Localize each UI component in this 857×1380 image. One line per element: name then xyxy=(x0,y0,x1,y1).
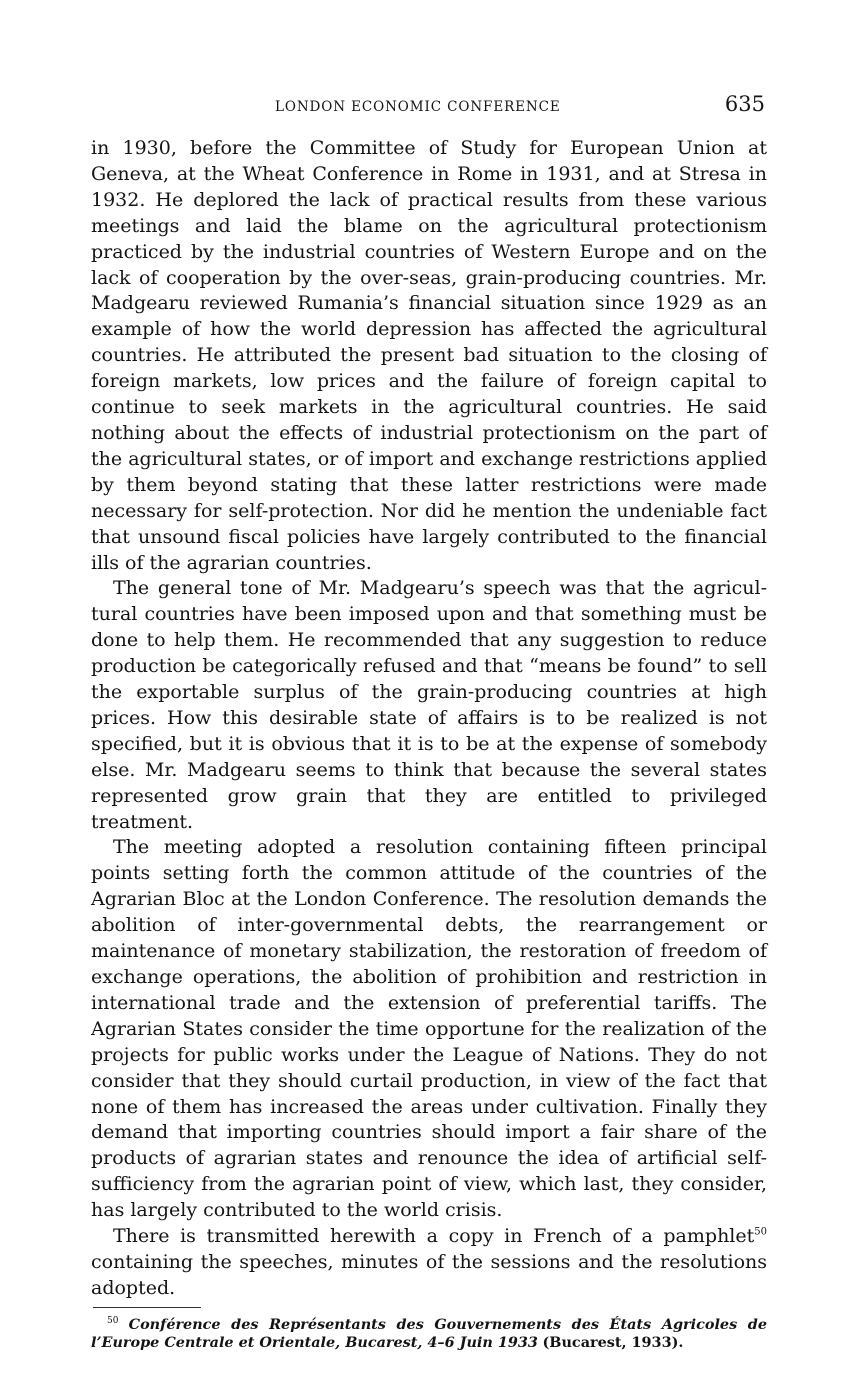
paragraph-transmitted-text: There is transmitted herewith a copy in French of a pamphlet xyxy=(113,1225,755,1248)
paragraph-continued: in 1930, before the Committee of Study for European Union at Geneva, at the Wheat Conference in Rome in 1931, and at Stresa in 1932. He deplored the lack of practical results from these various meetings and laid the blame on the agricultural protectionism practiced by the industrial countries of Western Europe and on the lack of cooperation by the over-seas, grain-producing countries. Mr. Madgearu reviewed Rumania’s financial situation since 1929 as an example of how the world depression has affected the agricultural countries. He attributed the present bad situation to the closing of foreign markets, low prices and the failure of foreign capital to continue to seek markets in the agricultural countries. He said nothing about the effects of industrial protectionism on the part of the agricultural states, or of import and exchange restrictions applied by them beyond stating that these latter restrictions were made necessary for self-protection. Nor did he mention the undeniable fact that unsound fiscal policies have largely contributed to the financial ills of the agrarian countries. xyxy=(91,137,767,574)
document-page xyxy=(91,88,767,1353)
footnote-number: 50 xyxy=(107,1315,119,1326)
footnote-reference: 50 xyxy=(754,1226,767,1238)
footnote-citation: (Bucarest, 1933). xyxy=(542,1334,684,1352)
footnote-title: Conférence des Représentants des Gouvernements des États Agricoles de l’Europe Centrale et Orientale, Bucarest, 4–6 Juin 1933 xyxy=(91,1315,767,1352)
footnote xyxy=(91,1316,767,1353)
paragraph-transmitted-continuation: containing the speeches, minutes of the sessions and the resolutions adopted. xyxy=(91,1250,767,1299)
paragraph-general-tone: The general tone of Mr. Madgearu’s speech was that the agricultural countries have been imposed upon and that something must be done to help them. He recommended that any suggestion to reduce production be categorically refused and that “means be found” to sell the exportable surplus of the grain-producing countries at high prices. How this desirable state of affairs is to be realized is not specified, but it is obvious that it is to be at the expense of somebody else. Mr. Madgearu seems to think that because the several states represented grow grain that they are entitled to privileged treatment. xyxy=(91,577,767,833)
body-text xyxy=(91,136,767,1302)
page-header xyxy=(91,88,767,124)
paragraph-resolution: The meeting adopted a resolution containing fifteen principal points setting forth the common attitude of the countries of the Agrarian Bloc at the London Conference. The resolution demands the abolition of inter-governmental debts, the rearrangement or maintenance of monetary stabilization, the restoration of freedom of exchange operations, the abolition of prohibition and restriction in international trade and the extension of preferential tariffs. The Agrarian States consider the time opportune for the realization of the projects for public works under the League of Nations. They do not consider that they should curtail production, in view of the fact that none of them has increased the areas under cultivation. Finally they demand that importing countries should import a fair share of the products of agrarian states and renounce the idea of artificial self-sufficiency from the agrarian point of view, which last, they consider, has largely contributed to the world crisis. xyxy=(91,836,767,1222)
running-title: LONDON ECONOMIC CONFERENCE xyxy=(275,99,561,115)
paragraph-transmitted xyxy=(91,1224,767,1302)
page-number: 635 xyxy=(724,92,765,116)
footnote-divider xyxy=(93,1307,201,1308)
